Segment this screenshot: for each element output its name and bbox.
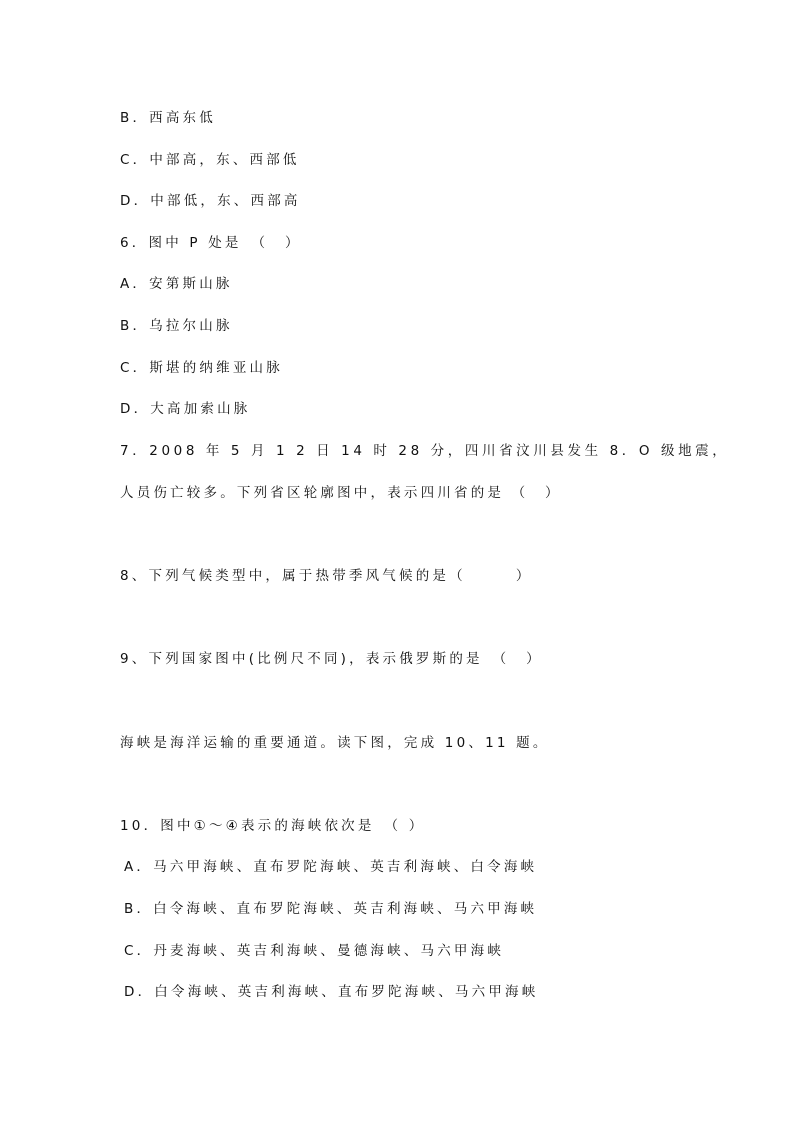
q6-option-a: A．安第斯山脉 — [120, 276, 233, 292]
q6-option-b: B．乌拉尔山脉 — [120, 318, 233, 334]
q6-option-c: C．斯堪的纳维亚山脉 — [120, 360, 283, 376]
q10-option-a: A．马六甲海峡、直布罗陀海峡、英吉利海峡、白令海峡 — [124, 859, 538, 875]
q5-option-b: B．西高东低 — [120, 110, 216, 126]
straits-intro: 海峡是海洋运输的重要通道。读下图，完成 10、11 题。 — [120, 735, 550, 751]
q5-option-c: C．中部高，东、西部低 — [120, 152, 300, 168]
q10-option-b: B．白令海峡、直布罗陀海峡、英吉利海峡、马六甲海峡 — [124, 901, 538, 917]
q10-option-c: C．丹麦海峡、英吉利海峡、曼德海峡、马六甲海峡 — [124, 943, 505, 959]
q9-stem: 9、下列国家图中(比例尺不同)，表示俄罗斯的是 （ ） — [120, 651, 543, 667]
q7-stem-line2: 人员伤亡较多。下列省区轮廓图中，表示四川省的是 （ ） — [120, 485, 562, 501]
q6-stem: 6．图中 P 处是 （ ） — [120, 235, 302, 251]
q10-stem: 10．图中①～④表示的海峡依次是 （ ） — [120, 818, 426, 834]
q6-option-d: D．大高加索山脉 — [120, 401, 251, 417]
q8-stem: 8、下列气候类型中，属于热带季风气候的是（ ） — [120, 568, 533, 584]
q7-stem-line1: 7．2008 年 5 月 1 2 日 14 时 28 分，四川省汶川县发生 8．O 级地震， — [120, 443, 730, 459]
q10-option-d: D．白令海峡、英吉利海峡、直布罗陀海峡、马六甲海峡 — [124, 984, 539, 1000]
q5-option-d: D．中部低，东、西部高 — [120, 193, 301, 209]
